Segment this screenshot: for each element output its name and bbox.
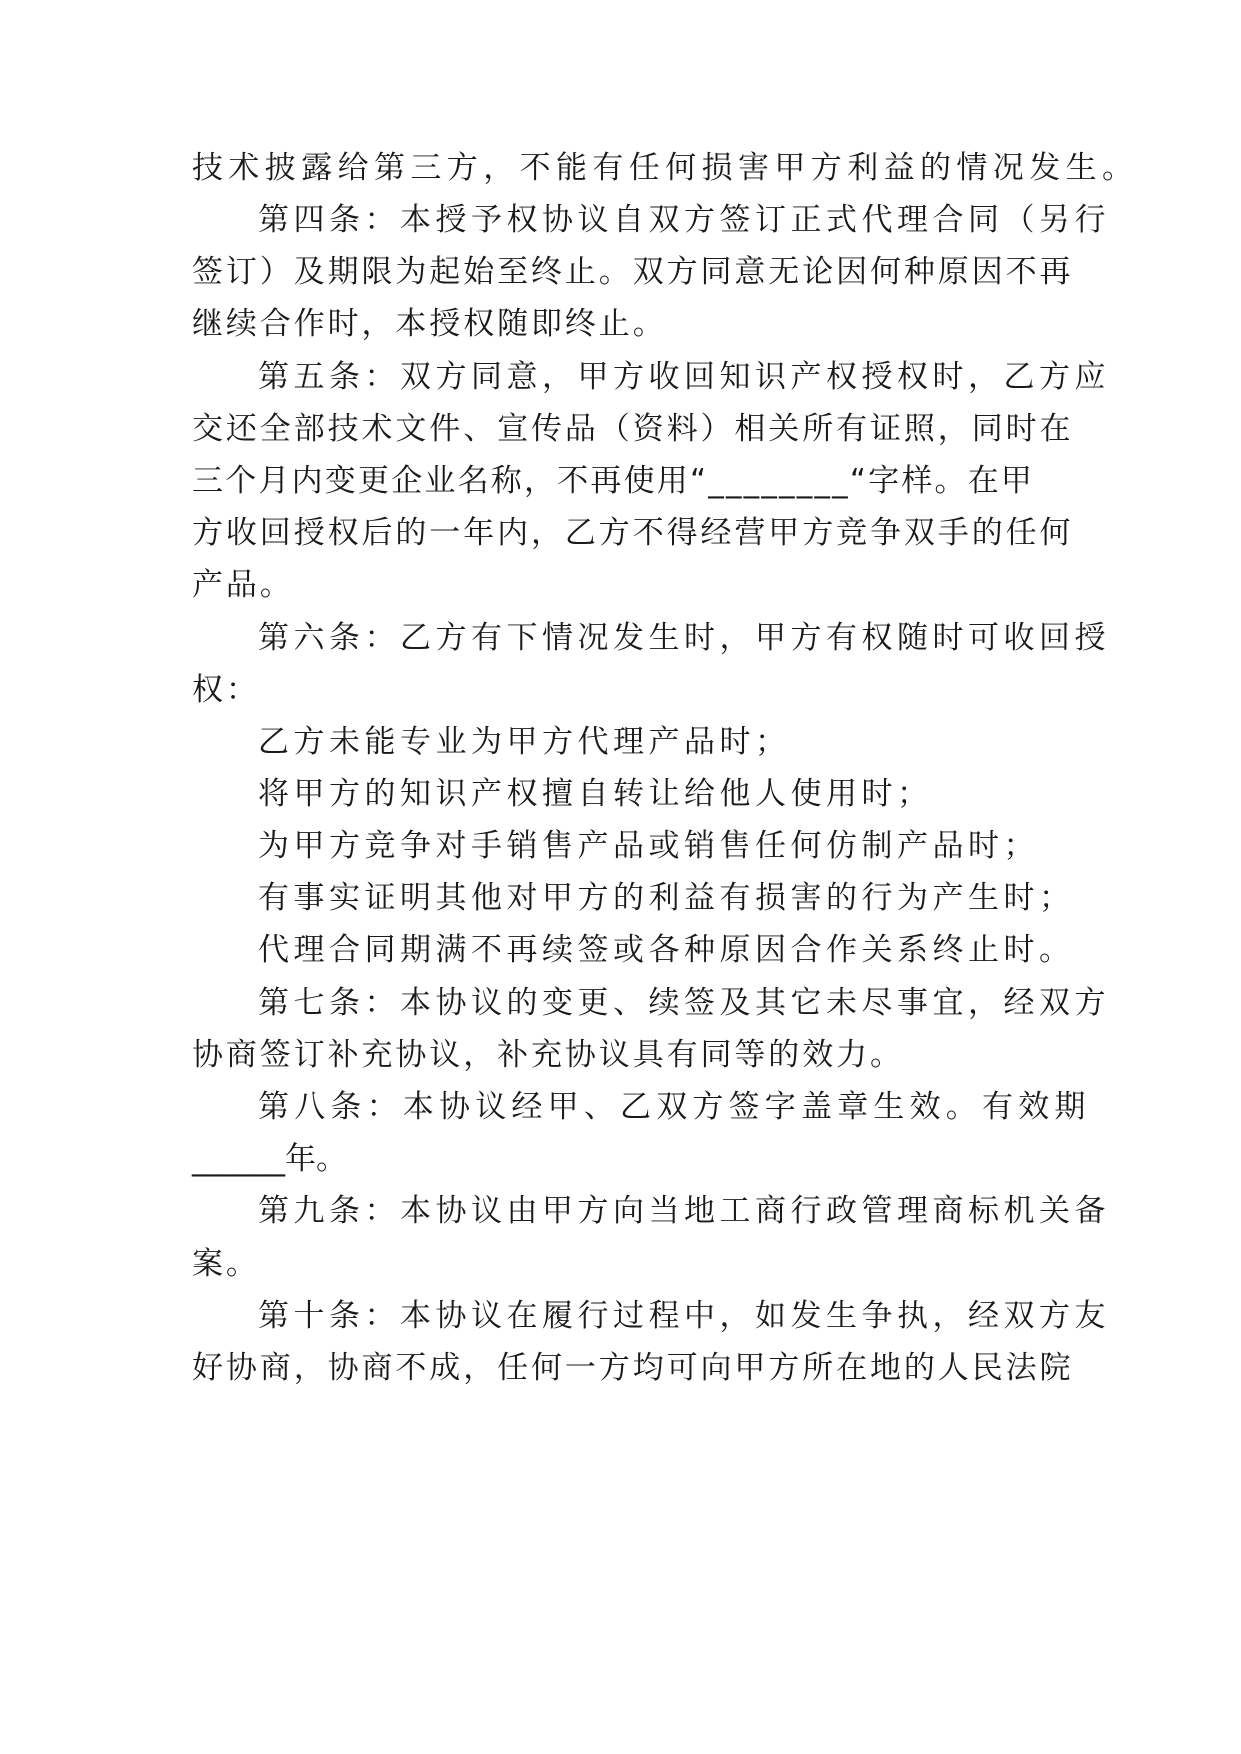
article-4-line-1: 第四条：本授予权协议自双方签订正式代理合同（另行: [258, 202, 1110, 238]
article-9-line-2: 案。: [192, 1246, 260, 1282]
article-6-item-3: 为甲方竞争对手销售产品或销售任何仿制产品时；: [258, 828, 1039, 864]
article-10-line-1: 第十条：本协议在履行过程中，如发生争执，经双方友: [258, 1298, 1110, 1334]
article-4-line-2: 签订）及期限为起始至终止。双方同意无论因何种原因不再: [192, 254, 1074, 290]
text-line-1: 技术披露给第三方，不能有任何损害甲方利益的情况发生。: [192, 150, 1139, 186]
article-6-item-1: 乙方未能专业为甲方代理产品时；: [258, 724, 791, 760]
article-8-line-2: ______年。: [192, 1141, 347, 1177]
article-6-item-2: 将甲方的知识产权擅自转让给他人使用时；: [258, 776, 933, 812]
article-6-line-1: 第六条：乙方有下情况发生时，甲方有权随时可收回授: [258, 620, 1110, 656]
article-5-line-5: 产品。: [192, 567, 294, 603]
article-5-line-2: 交还全部技术文件、宣传品（资料）相关所有证照，同时在: [192, 411, 1074, 447]
article-5-line-4: 方收回授权后的一年内，乙方不得经营甲方竞争双手的任何: [192, 515, 1074, 551]
article-6-item-4: 有事实证明其他对甲方的利益有损害的行为产生时；: [258, 880, 1075, 916]
article-7-line-2: 协商签订补充协议，补充协议具有同等的效力。: [192, 1037, 904, 1073]
article-7-line-1: 第七条：本协议的变更、续签及其它未尽事宜，经双方: [258, 985, 1110, 1021]
article-8-line-1: 第八条：本协议经甲、乙双方签字盖章生效。有效期: [258, 1089, 1091, 1125]
article-4-line-3: 继续合作时，本授权随即终止。: [192, 306, 667, 342]
article-5-line-1: 第五条：双方同意，甲方收回知识产权授权时，乙方应: [258, 359, 1110, 395]
article-6-line-2: 权：: [192, 672, 260, 708]
article-10-line-2: 好协商，协商不成，任何一方均可向甲方所在地的人民法院: [192, 1350, 1074, 1386]
article-6-item-5: 代理合同期满不再续签或各种原因合作关系终止时。: [258, 932, 1075, 968]
article-5-line-3: 三个月内变更企业名称，不再使用“________“字样。在甲: [192, 463, 1035, 499]
article-9-line-1: 第九条：本协议由甲方向当地工商行政管理商标机关备: [258, 1193, 1110, 1229]
